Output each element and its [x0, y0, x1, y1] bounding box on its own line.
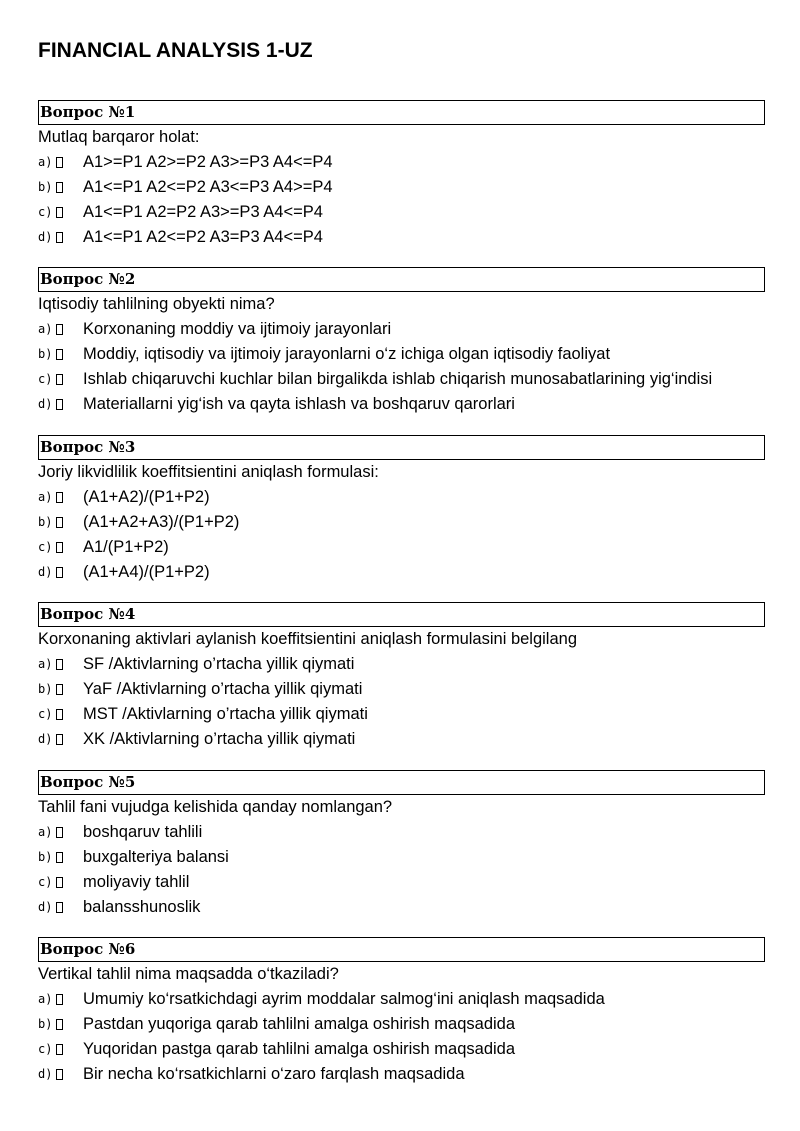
answer-option[interactable] — [38, 895, 765, 920]
answer-option[interactable] — [38, 560, 765, 585]
checkbox-icon[interactable] — [56, 182, 63, 193]
answer-option[interactable] — [38, 845, 765, 870]
question-header: Вопрос №6 — [38, 937, 765, 962]
option-text: Pastdan yuqoriga qarab tahlilni amalga oshirish maqsadida — [83, 1015, 516, 1033]
checkbox-icon[interactable] — [56, 232, 63, 243]
option-text: A1<=P1 A2<=P2 A3<=P3 A4>=P4 — [83, 178, 333, 196]
option-letter: a) — [38, 825, 53, 839]
option-text: Ishlab chiqaruvchi kuchlar bilan birgalikda ishlab chiqarish munosabatlarining yig‘indisi — [83, 370, 713, 388]
option-text: XK /Aktivlarning o’rtacha yillik qiymati — [83, 730, 356, 748]
checkbox-icon[interactable] — [56, 399, 63, 410]
checkbox-icon[interactable] — [56, 734, 63, 745]
checkbox-icon[interactable] — [56, 659, 63, 670]
option-text: (A1+A2+A3)/(P1+P2) — [83, 513, 240, 531]
question-header: Вопрос №4 — [38, 602, 765, 627]
question-header: Вопрос №5 — [38, 770, 765, 795]
option-text: (A1+A2)/(P1+P2) — [83, 488, 210, 506]
option-letter: b) — [38, 682, 53, 696]
option-letter: c) — [38, 875, 53, 889]
option-text: A1<=P1 A2<=P2 A3=P3 A4<=P4 — [83, 228, 323, 246]
answer-option[interactable] — [38, 702, 765, 727]
checkbox-icon[interactable] — [56, 902, 63, 913]
option-text: Yuqoridan pastga qarab tahlilni amalga oshirish maqsadida — [83, 1040, 516, 1058]
answer-option[interactable] — [38, 392, 765, 417]
answer-option[interactable] — [38, 677, 765, 702]
option-text: Bir necha ko‘rsatkichlarni o‘zaro farqlash maqsadida — [83, 1065, 465, 1083]
option-letter: d) — [38, 1067, 53, 1081]
option-letter: d) — [38, 230, 53, 244]
answer-option[interactable] — [38, 150, 765, 175]
option-text: (A1+A4)/(P1+P2) — [83, 563, 210, 581]
checkbox-icon[interactable] — [56, 374, 63, 385]
question-text: Mutlaq barqaror holat: — [38, 128, 200, 146]
option-letter: a) — [38, 322, 53, 336]
checkbox-icon[interactable] — [56, 1069, 63, 1080]
question-header: Вопрос №2 — [38, 267, 765, 292]
option-letter: b) — [38, 515, 53, 529]
checkbox-icon[interactable] — [56, 207, 63, 218]
document-page — [38, 38, 765, 1083]
option-text: buxgalteriya balansi — [83, 848, 229, 866]
checkbox-icon[interactable] — [56, 324, 63, 335]
checkbox-icon[interactable] — [56, 517, 63, 528]
option-letter: d) — [38, 397, 53, 411]
answer-option[interactable] — [38, 987, 765, 1012]
answer-option[interactable] — [38, 225, 765, 250]
checkbox-icon[interactable] — [56, 994, 63, 1005]
option-letter: c) — [38, 372, 53, 386]
checkbox-icon[interactable] — [56, 852, 63, 863]
option-text: boshqaruv tahlili — [83, 823, 203, 841]
answer-option[interactable] — [38, 652, 765, 677]
option-letter: d) — [38, 565, 53, 579]
question-text: Tahlil fani vujudga kelishida qanday nomlangan? — [38, 798, 393, 816]
question-text: Iqtisodiy tahlilning obyekti nima? — [38, 295, 275, 313]
question-block — [38, 602, 765, 752]
checkbox-icon[interactable] — [56, 1044, 63, 1055]
question-block — [38, 435, 765, 585]
checkbox-icon[interactable] — [56, 684, 63, 695]
checkbox-icon[interactable] — [56, 709, 63, 720]
option-text: A1>=P1 A2>=P2 A3>=P3 A4<=P4 — [83, 153, 333, 171]
checkbox-icon[interactable] — [56, 492, 63, 503]
option-text: YaF /Aktivlarning o’rtacha yillik qiymati — [83, 680, 363, 698]
answer-option[interactable] — [38, 535, 765, 560]
answer-option[interactable] — [38, 175, 765, 200]
option-text: Moddiy, iqtisodiy va ijtimoiy jarayonlarni o‘z ichiga olgan iqtisodiy faoliyat — [83, 345, 611, 363]
question-block — [38, 937, 765, 1087]
question-text: Korxonaning aktivlari aylanish koeffitsientini aniqlash formulasini belgilang — [38, 630, 578, 648]
option-text: Materiallarni yig‘ish va qayta ishlash va boshqaruv qarorlari — [83, 395, 515, 413]
option-letter: b) — [38, 347, 53, 361]
option-letter: b) — [38, 1017, 53, 1031]
option-text: A1<=P1 A2=P2 A3>=P3 A4<=P4 — [83, 203, 323, 221]
checkbox-icon[interactable] — [56, 827, 63, 838]
option-text: balansshunoslik — [83, 898, 201, 916]
option-letter: a) — [38, 992, 53, 1006]
checkbox-icon[interactable] — [56, 567, 63, 578]
option-letter: c) — [38, 540, 53, 554]
answer-option[interactable] — [38, 485, 765, 510]
answer-option[interactable] — [38, 342, 765, 367]
option-text: Korxonaning moddiy va ijtimoiy jarayonlari — [83, 320, 392, 338]
option-letter: c) — [38, 707, 53, 721]
answer-option[interactable] — [38, 727, 765, 752]
question-block — [38, 267, 765, 417]
question-text: Joriy likvidlilik koeffitsientini aniqlash formulasi: — [38, 463, 379, 481]
answer-option[interactable] — [38, 200, 765, 225]
question-block — [38, 100, 765, 250]
question-header: Вопрос №3 — [38, 435, 765, 460]
option-text: A1/(P1+P2) — [83, 538, 169, 556]
checkbox-icon[interactable] — [56, 157, 63, 168]
answer-option[interactable] — [38, 870, 765, 895]
answer-option[interactable] — [38, 1037, 765, 1062]
option-letter: c) — [38, 1042, 53, 1056]
option-text: Umumiy ko‘rsatkichdagi ayrim moddalar salmog‘ini aniqlash maqsadida — [83, 990, 605, 1008]
question-text: Vertikal tahlil nima maqsadda o‘tkaziladi? — [38, 965, 339, 983]
option-letter: c) — [38, 205, 53, 219]
option-text: moliyaviy tahlil — [83, 873, 190, 891]
answer-option[interactable] — [38, 317, 765, 342]
option-letter: a) — [38, 155, 53, 169]
answer-option[interactable] — [38, 367, 765, 392]
answer-option[interactable] — [38, 820, 765, 845]
checkbox-icon[interactable] — [56, 1019, 63, 1030]
option-letter: b) — [38, 850, 53, 864]
answer-option[interactable] — [38, 1062, 765, 1087]
option-letter: a) — [38, 490, 53, 504]
option-letter: b) — [38, 180, 53, 194]
option-letter: d) — [38, 900, 53, 914]
answer-option[interactable] — [38, 1012, 765, 1037]
checkbox-icon[interactable] — [56, 542, 63, 553]
answer-option[interactable] — [38, 510, 765, 535]
checkbox-icon[interactable] — [56, 349, 63, 360]
checkbox-icon[interactable] — [56, 877, 63, 888]
question-block — [38, 770, 765, 920]
document-title: FINANCIAL ANALYSIS 1-UZ — [38, 39, 313, 62]
question-header: Вопрос №1 — [38, 100, 765, 125]
option-text: MST /Aktivlarning o’rtacha yillik qiymati — [83, 705, 368, 723]
option-letter: a) — [38, 657, 53, 671]
option-text: SF /Aktivlarning o’rtacha yillik qiymati — [83, 655, 355, 673]
option-letter: d) — [38, 732, 53, 746]
